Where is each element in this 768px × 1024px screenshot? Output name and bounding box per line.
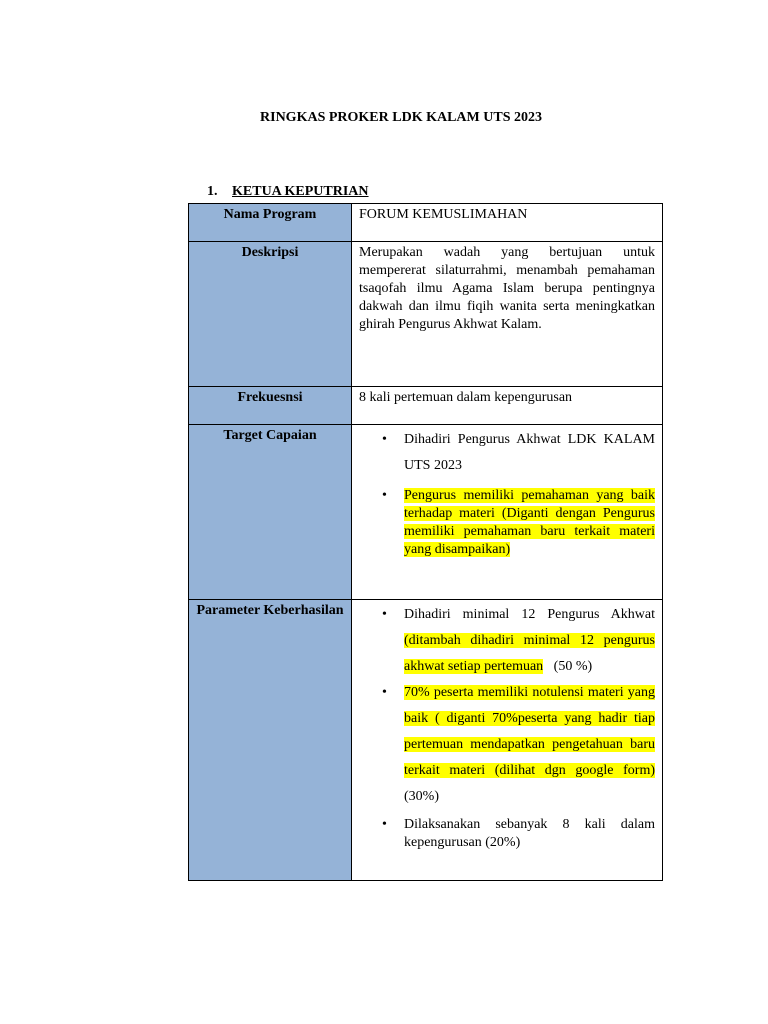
value-frekuensi: 8 kali pertemuan dalam kepengurusan <box>352 387 663 425</box>
table-row-deskripsi <box>189 242 663 387</box>
value-nama-program: FORUM KEMUSLIMAHAN <box>352 204 663 242</box>
section-name: KETUA KEPUTRIAN <box>232 184 369 199</box>
label-nama-program: Nama Program <box>189 204 352 242</box>
parameter-item-text: Dihadiri minimal 12 Pengurus Akhwat <box>404 607 655 622</box>
parameter-item-highlight: 70% peserta memiliki notulensi materi yang baik ( diganti 70%peserta yang hadir tiap pertemuan mendapatkan pengetahuan baru terkait materi (dilihat dgn google form) <box>404 685 655 778</box>
target-item-text: Dihadiri Pengurus Akhwat LDK KALAM UTS 2023 <box>404 432 655 473</box>
list-item <box>404 427 655 479</box>
target-list <box>359 427 655 559</box>
parameter-list <box>359 602 655 852</box>
list-item <box>404 487 655 559</box>
table-row-nama-program <box>189 204 663 242</box>
list-item <box>404 816 655 852</box>
parameter-item-text: Dilaksanakan sebanyak 8 kali dalam kepengurusan (20%) <box>404 817 655 850</box>
value-target <box>352 425 663 600</box>
label-deskripsi: Deskripsi <box>189 242 352 387</box>
value-parameter <box>352 600 663 881</box>
label-parameter: Parameter Keberhasilan <box>189 600 352 881</box>
list-item <box>404 602 655 680</box>
list-item <box>404 680 655 810</box>
program-table <box>188 203 663 881</box>
parameter-item-suffix: (30%) <box>404 789 439 804</box>
parameter-item-suffix: (50 %) <box>543 659 593 674</box>
section-heading <box>207 184 369 200</box>
table-row-target <box>189 425 663 600</box>
parameter-item-highlight: (ditambah dihadiri minimal 12 pengurus akhwat setiap pertemuan <box>404 633 655 674</box>
document-title: RINGKAS PROKER LDK KALAM UTS 2023 <box>260 110 542 125</box>
table-row-frekuensi <box>189 387 663 425</box>
target-item-highlight: Pengurus memiliki pemahaman yang baik terhadap materi (Diganti dengan Pengurus memiliki pemahaman baru terkait materi yang disampaikan) <box>404 488 655 557</box>
section-number: 1. <box>207 184 218 199</box>
table-row-parameter <box>189 600 663 881</box>
label-target: Target Capaian <box>189 425 352 600</box>
label-frekuensi: Frekuesnsi <box>189 387 352 425</box>
value-deskripsi: Merupakan wadah yang bertujuan untuk mempererat silaturrahmi, menambah pemahaman tsaqofah ilmu Agama Islam berupa pentingnya dakwah dan ilmu fiqih wanita serta meningkatkan ghirah Pengurus Akhwat Kalam. <box>352 242 663 387</box>
